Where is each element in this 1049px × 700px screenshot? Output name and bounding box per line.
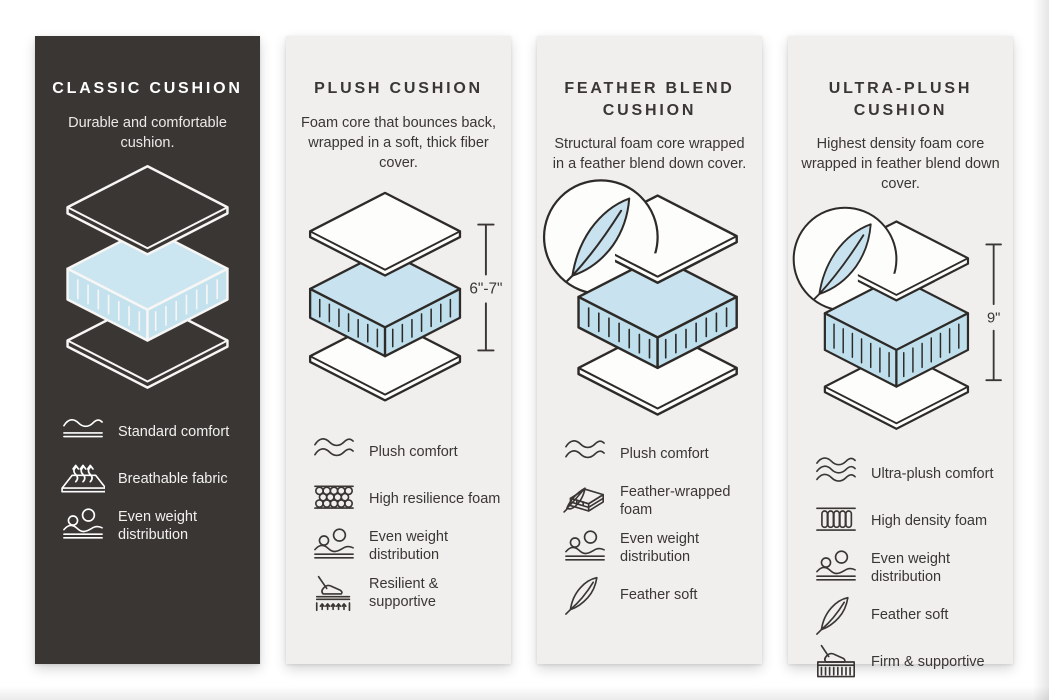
wave-ultra-icon <box>814 454 858 494</box>
panel-title: CLASSIC CUSHION <box>52 80 243 97</box>
feature-list <box>35 409 260 550</box>
foam-cells-icon <box>814 501 858 541</box>
feature-item <box>814 544 1007 591</box>
feature-item <box>61 503 254 550</box>
panel-ultra-plush-cushion <box>788 36 1013 670</box>
height-label: 6"-7" <box>469 280 503 298</box>
wave-plush-icon <box>312 432 356 472</box>
even-weight-icon <box>61 506 105 546</box>
even-weight-icon <box>312 526 356 566</box>
panel-feather-blend-cushion <box>537 36 762 664</box>
top-cover <box>310 193 460 276</box>
feature-label: Even weight distribution <box>369 528 448 564</box>
panel-title: FEATHER BLEND CUSHION <box>564 80 735 119</box>
person-springs-icon <box>312 573 356 613</box>
page-edge-shade-bottom <box>0 686 1049 700</box>
feature-item <box>814 638 1007 685</box>
cushion-illustration <box>286 175 511 425</box>
feather-icon <box>814 595 858 635</box>
even-weight-icon <box>563 528 607 568</box>
panel-description: Foam core that bounces back, wrapped in a soft, thick fiber cover. <box>300 114 497 171</box>
person-mattress-icon <box>814 642 858 682</box>
even-weight-icon <box>814 548 858 588</box>
feature-label: Standard comfort <box>118 424 230 441</box>
feature-label: Plush comfort <box>369 444 458 461</box>
feature-label: Firm & supportive <box>871 653 985 670</box>
top-cover <box>68 166 228 254</box>
feature-label: Even weight distribution <box>871 550 950 585</box>
feature-item <box>563 524 756 571</box>
wave-plush-icon <box>563 434 607 474</box>
cushion-stack-diagram <box>540 176 759 426</box>
panel-description: Highest density foam core wrapped in feather blend down cover. <box>801 136 1000 193</box>
height-label: 9" <box>986 310 1000 327</box>
cushion-illustration <box>537 176 762 426</box>
feature-label: Feather soft <box>620 586 698 603</box>
panel-description: Durable and comfortable cushion. <box>68 114 227 151</box>
feature-list <box>286 429 511 617</box>
cushion-stack-diagram <box>790 204 1012 439</box>
height-measurement <box>469 225 502 351</box>
foam-bubbles-icon <box>312 479 356 519</box>
feature-label: High density foam <box>871 512 988 529</box>
feature-item <box>563 477 756 524</box>
feather-foam-icon <box>563 481 607 521</box>
feature-label: High resilience foam <box>369 491 501 508</box>
feature-item <box>563 571 756 618</box>
feature-label: Breathable fabric <box>118 471 228 488</box>
feature-list <box>788 450 1013 685</box>
feature-item <box>563 430 756 477</box>
feature-label: Even weight distribution <box>620 530 699 565</box>
cushion-stack-diagram <box>289 188 508 411</box>
cushion-illustration <box>35 155 260 405</box>
feature-label: Feather soft <box>871 606 949 623</box>
feature-label: Plush comfort <box>620 445 709 462</box>
panel-title: PLUSH CUSHION <box>314 80 483 97</box>
feature-item <box>312 429 505 476</box>
panel-classic-cushion <box>35 36 260 664</box>
cushion-illustration <box>788 196 1013 446</box>
panel-plush-cushion <box>286 36 511 664</box>
feature-item <box>312 476 505 523</box>
feature-item <box>814 450 1007 497</box>
wave-standard-icon <box>61 412 105 452</box>
breathable-icon <box>61 459 105 499</box>
feature-item <box>312 523 505 570</box>
panel-description: Structural foam core wrapped in a feather blend down cover. <box>552 136 747 173</box>
cushion-comparison <box>35 36 1013 670</box>
feature-list <box>537 430 762 618</box>
feature-item <box>814 591 1007 638</box>
feature-item <box>61 456 254 503</box>
feature-item <box>312 570 505 617</box>
feature-item <box>61 409 254 456</box>
cushion-stack-diagram <box>45 161 250 399</box>
feature-label: Ultra-plush comfort <box>871 465 994 482</box>
height-measurement <box>986 244 1001 380</box>
feature-label: Even weight distribution <box>118 508 197 544</box>
page-edge-shade-right <box>1033 0 1049 700</box>
feature-item <box>814 497 1007 544</box>
feather-icon <box>563 575 607 615</box>
feature-label: Feather-wrapped foam <box>620 483 731 518</box>
panel-title: ULTRA-PLUSH CUSHION <box>828 80 973 119</box>
feature-label: Resilient & supportive <box>369 575 439 611</box>
